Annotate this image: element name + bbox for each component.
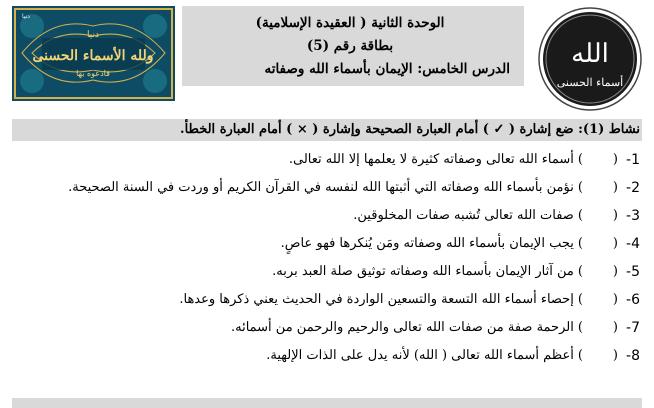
list-item (12, 202, 640, 230)
list-item (12, 230, 640, 258)
banner-subtext: فادعوه بها (76, 69, 110, 78)
item-number: 6- (626, 292, 640, 308)
lesson-title: الدرس الخامس: الإيمان بأسماء الله وصفاته (264, 61, 510, 77)
banner-art (12, 6, 175, 101)
asma-alhusna-banner (12, 6, 175, 101)
seal-icon (537, 6, 643, 112)
activity-title: نشاط (1): ضع إشارة ( ✓ ) أمام العبارة الصحيحة وإشارة ( × ) أمام العبارة الخطأ. (12, 119, 642, 141)
item-number: 5- (626, 264, 640, 280)
banner-calligraphy: ولله الأسماء الحسنى (32, 48, 154, 64)
list-item (12, 258, 640, 286)
list-item (12, 146, 640, 174)
card-number: بطاقة رقم (5) (306, 38, 394, 54)
unit-title: الوحدة الثانية ( العقيدة الإسلامية) (255, 15, 445, 31)
item-number: 8- (626, 348, 640, 364)
seal-caption: أسماء الحسنى (556, 76, 624, 89)
list-item (12, 314, 640, 342)
banner-logo: دنيا (22, 13, 30, 20)
item-number: 1- (626, 152, 640, 168)
item-number: 3- (626, 208, 640, 224)
list-item (12, 174, 640, 202)
item-text: الرحمة صفة من صفات الله تعالى والرحيم والرحمن من أسمائه. (230, 320, 574, 335)
item-text: يجب الإيمان بأسماء الله وصفاته ومَن يُنكرها فهو عاصٍ. (280, 236, 574, 251)
answer-blank[interactable]: () (577, 180, 618, 195)
item-number: 7- (626, 320, 640, 336)
item-text: نؤمن بأسماء الله وصفاته التي أثبتها الله لنفسه في القرآن الكريم أو وردت في السنة الصحيحة. (68, 180, 574, 195)
answer-blank[interactable]: () (577, 320, 618, 335)
answer-blank[interactable]: () (577, 348, 618, 363)
list-item (12, 286, 640, 314)
seal-center-text: الله (571, 39, 609, 69)
banner-small-text: دنيا (87, 30, 99, 40)
answer-blank[interactable]: () (577, 152, 618, 167)
lesson-header (182, 6, 524, 86)
item-text: أسماء الله تعالى وصفاته كثيرة لا يعلمها إلا الله تعالى. (288, 152, 574, 167)
allah-names-seal (537, 6, 643, 112)
item-text: أعظم أسماء الله تعالى ( الله) لأنه يدل على الذات الإلهية. (266, 348, 574, 363)
answer-blank[interactable]: () (577, 264, 618, 279)
answer-blank[interactable]: () (577, 292, 618, 307)
list-item (12, 342, 640, 370)
statement-list (12, 146, 640, 370)
item-text: صفات الله تعالى تُشبه صفات المخلوقين. (353, 208, 574, 223)
item-number: 4- (626, 236, 640, 252)
item-number: 2- (626, 180, 640, 196)
item-text: من آثار الإيمان بأسماء الله وصفاته توثيق صلة العبد بربه. (272, 264, 574, 279)
next-section-bar (12, 398, 642, 408)
answer-blank[interactable]: () (577, 236, 618, 251)
answer-blank[interactable]: () (577, 208, 618, 223)
item-text: إحصاء أسماء الله التسعة والتسعين الواردة في الحديث يعني ذكرها وعدها. (179, 292, 574, 307)
